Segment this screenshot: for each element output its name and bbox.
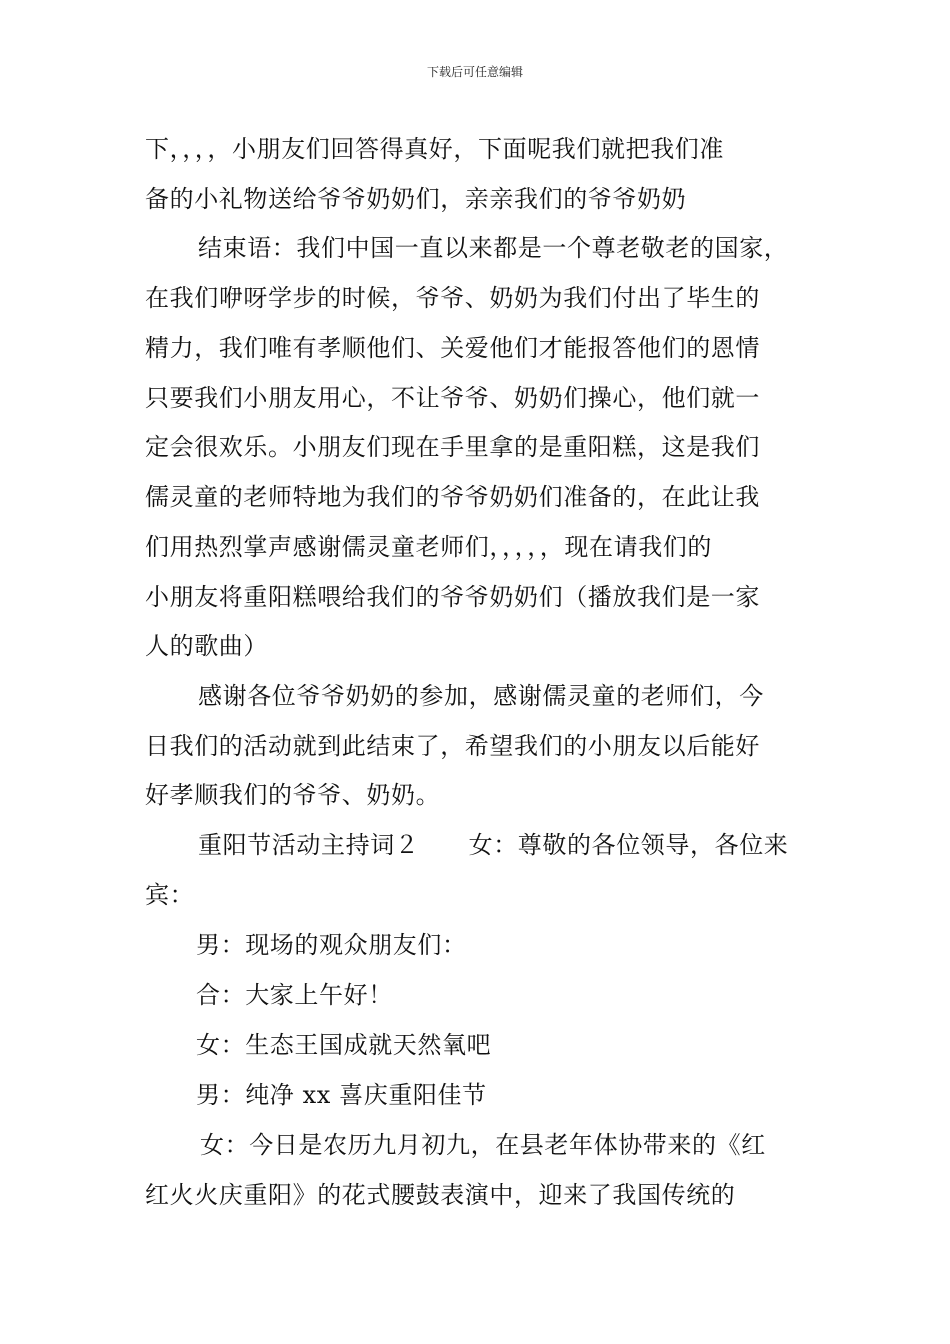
text-line: 们用热烈掌声感谢儒灵童老师们，，，，，现在请我们的 — [145, 533, 712, 561]
text-line: 只要我们小朋友用心，不让爷爷、奶奶们操心，他们就一 — [145, 384, 760, 412]
text-line: 女：生态王国成就天然氧吧 — [196, 1031, 492, 1059]
text-line: 男：现场的观众朋友们： — [196, 931, 467, 959]
text-line: 重阳节活动主持词２ 女：尊敬的各位领导，各位来 — [198, 831, 789, 859]
text-line: 感谢各位爷爷奶奶的参加，感谢儒灵童的老师们，今 — [198, 682, 764, 710]
text-line: 小朋友将重阳糕喂给我们的爷爷奶奶们（播放我们是一家 — [145, 583, 760, 611]
text-line: 精力，我们唯有孝顺他们、关爱他们才能报答他们的恩情 — [145, 334, 760, 362]
text-line: 在我们咿呀学步的时候，爷爷、奶奶为我们付出了毕生的 — [145, 284, 760, 312]
text-line: 好孝顺我们的爷爷、奶奶。 — [145, 781, 441, 809]
text-line: 儒灵童的老师特地为我们的爷爷奶奶们准备的，在此让我 — [145, 483, 760, 511]
text-line: 红火火庆重阳》的花式腰鼓表演中，迎来了我国传统的 — [145, 1181, 736, 1209]
text-line: 备的小礼物送给爷爷奶奶们，亲亲我们的爷爷奶奶 — [145, 185, 687, 213]
text-line: 宾： — [145, 881, 195, 909]
text-line: 男：纯净 xx 喜庆重阳佳节 — [196, 1081, 487, 1109]
text-line: 女：今日是农历九月初九，在县老年体协带来的《红 — [200, 1131, 766, 1159]
text-line: 日我们的活动就到此结束了，希望我们的小朋友以后能好 — [145, 732, 760, 760]
text-line: 结束语：我们中国一直以来都是一个尊老敬老的国家， — [198, 234, 789, 262]
text-line: 合：大家上午好！ — [196, 981, 393, 1009]
text-line: 人的歌曲） — [145, 632, 268, 660]
text-line: 定会很欢乐。小朋友们现在手里拿的是重阳糕，这是我们 — [145, 433, 760, 461]
text-line: 下，，，，小朋友们回答得真好，下面呢我们就把我们准 — [145, 135, 724, 163]
page-header: 下载后可任意编辑 — [426, 65, 523, 79]
